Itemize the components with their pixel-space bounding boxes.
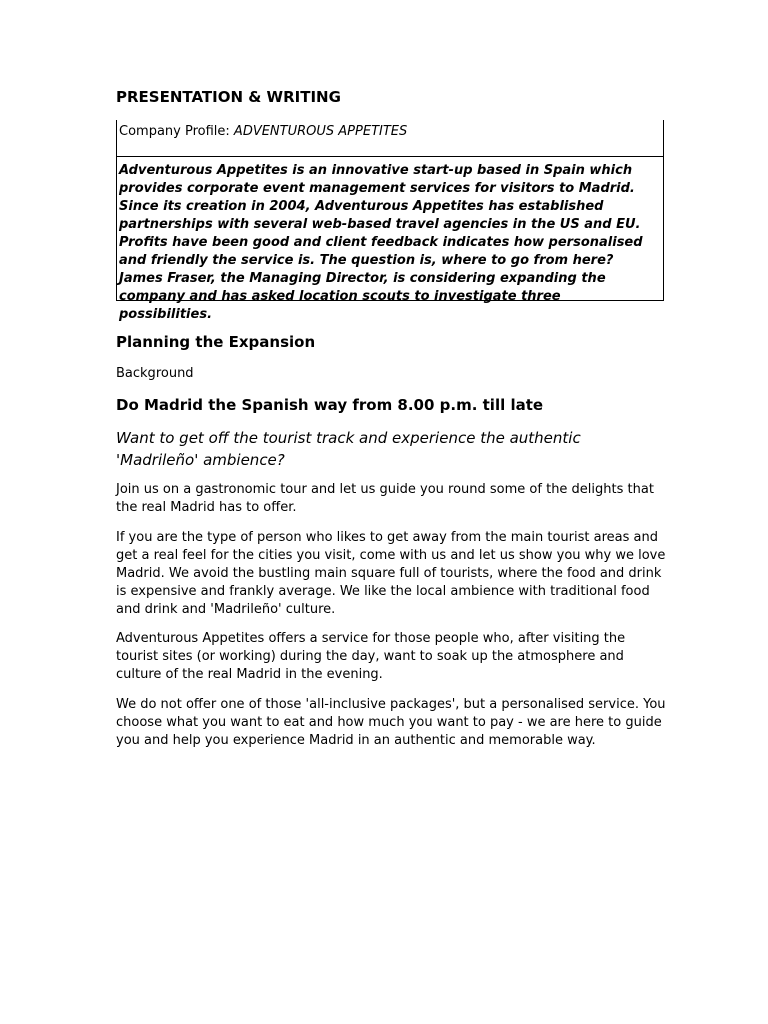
promo-paragraph: Adventurous Appetites offers a service for those people who, after visiting the tourist sites (or working) during the day, want to soak up the atmosphere and culture of the real Madrid in the evening. <box>116 631 626 682</box>
section-label: Background <box>116 366 194 381</box>
document-title: PRESENTATION & WRITING <box>116 88 341 106</box>
promo-heading: Do Madrid the Spanish way from 8.00 p.m. till late <box>116 396 544 414</box>
company-profile-header <box>117 120 663 157</box>
promo-paragraph: We do not offer one of those 'all-inclusive packages', but a personalised service. You choose what you want to eat and how much you want to pay - we are here to guide you and help you experience Madrid in an authentic and memorable way. <box>116 697 666 748</box>
company-profile-text: Adventurous Appetites is an innovative start-up based in Spain which provides corporate event management services for visitors to Madrid. Since its creation in 2004, Adventurous Appetites has established partnerships with several web-based travel agencies in the US and EU. Profits have been good and client feedback indicates how personalised and friendly the service is. The question is, where to go from here? James Fraser, the Managing Director, is considering expanding the company and has asked location scouts to investigate three possibilities. <box>119 163 643 322</box>
promo-paragraph: If you are the type of person who likes to get away from the main tourist areas and get a real feel for the cities you visit, come with us and let us show you why we love Madrid. We avoid the bustling main square full of tourists, where the food and drink is expensive and frankly average. We like the local ambience with traditional food and drink and 'Madrileño' culture. <box>116 530 666 617</box>
promo-paragraph: Join us on a gastronomic tour and let us guide you round some of the delights that the real Madrid has to offer. <box>116 482 654 515</box>
promo-subheading: Want to get off the tourist track and experience the authentic 'Madrileño' ambience? <box>116 429 581 469</box>
company-profile-label: Company Profile: <box>119 124 234 139</box>
company-name: ADVENTUROUS APPETITES <box>233 124 408 139</box>
section-heading: Planning the Expansion <box>116 333 316 351</box>
company-profile-box <box>116 120 664 322</box>
